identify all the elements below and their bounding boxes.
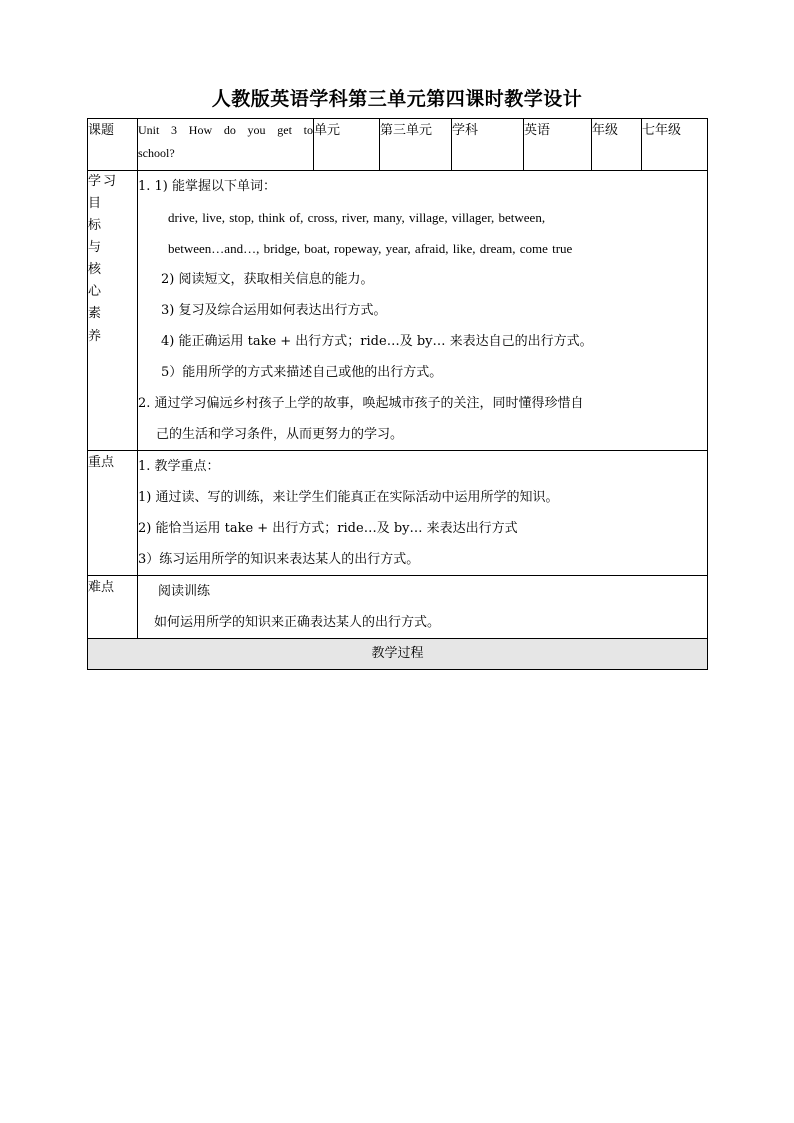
objectives-label: [88, 171, 138, 451]
difficulties-content: [138, 576, 708, 639]
topic-label: 课题: [88, 119, 138, 171]
vocab-line-2: between…and…, bridge, boat, ropeway, year, afraid, like, dream, come true: [168, 241, 573, 256]
key-points-row: [88, 451, 708, 576]
objective-item-1-3: 3) 复习及综合运用如何表达出行方式。: [161, 303, 387, 318]
vocab-line-1: drive, live, stop, think of, cross, river, many, village, villager, between,: [168, 210, 546, 225]
difficulty-1: 阅读训练: [158, 584, 211, 599]
objective-item-1-heading: 1. 1) 能掌握以下单词：: [138, 179, 277, 194]
objectives-label-line: 学习: [88, 174, 116, 189]
key-point-3: 3）练习运用所学的知识来表达某人的出行方式。: [138, 552, 420, 567]
subject-value: 英语: [524, 119, 592, 171]
objective-item-2-line-2: 己的生活和学习条件，从而更努力的学习。: [156, 427, 404, 442]
info-row: [88, 119, 708, 171]
objectives-label-line: 目 标: [88, 196, 102, 233]
objectives-label-line: 与 核: [88, 240, 102, 277]
difficulty-2: 如何运用所学的知识来正确表达某人的出行方式。: [154, 615, 441, 630]
objectives-label-line: 心 素: [88, 284, 102, 321]
objectives-row: [88, 171, 708, 451]
objective-item-1-4: 4) 能正确运用 take + 出行方式；ride…及 by… 来表达自己的出行方式。: [161, 334, 593, 349]
unit-label: 单元: [314, 119, 380, 171]
unit-value: 第三单元: [380, 119, 452, 171]
objectives-label-line: 养: [88, 329, 102, 344]
key-point-2: 2) 能恰当运用 take + 出行方式；ride…及 by… 来表达出行方式: [138, 521, 518, 536]
process-header: 教学过程: [88, 639, 708, 670]
subject-label: 学科: [452, 119, 524, 171]
key-points-heading: 1. 教学重点：: [138, 459, 220, 474]
objectives-content: [138, 171, 708, 451]
process-row: [88, 639, 708, 670]
topic-value-cell: [138, 119, 314, 171]
objective-item-1-5: 5）能用所学的方式来描述自己或他的出行方式。: [161, 365, 443, 380]
grade-label: 年级: [592, 119, 642, 171]
difficulties-row: [88, 576, 708, 639]
page-title: 人教版英语学科第三单元第四课时教学设计: [211, 88, 583, 110]
key-point-1: 1) 通过读、写的训练，来让学生们能真正在实际活动中运用所学的知识。: [138, 490, 559, 505]
difficulties-label: 难点: [88, 576, 138, 639]
key-points-content: [138, 451, 708, 576]
grade-value: 七年级: [642, 119, 708, 171]
lesson-plan-table: [87, 118, 708, 670]
objective-item-2-line-1: 2. 通过学习偏远乡村孩子上学的故事，唤起城市孩子的关注，同时懂得珍惜自: [138, 396, 584, 411]
objective-item-1-2: 2) 阅读短文，获取相关信息的能力。: [161, 272, 374, 287]
key-points-label: 重点: [88, 451, 138, 576]
topic-value: Unit 3 How do you get to school?: [138, 123, 313, 160]
